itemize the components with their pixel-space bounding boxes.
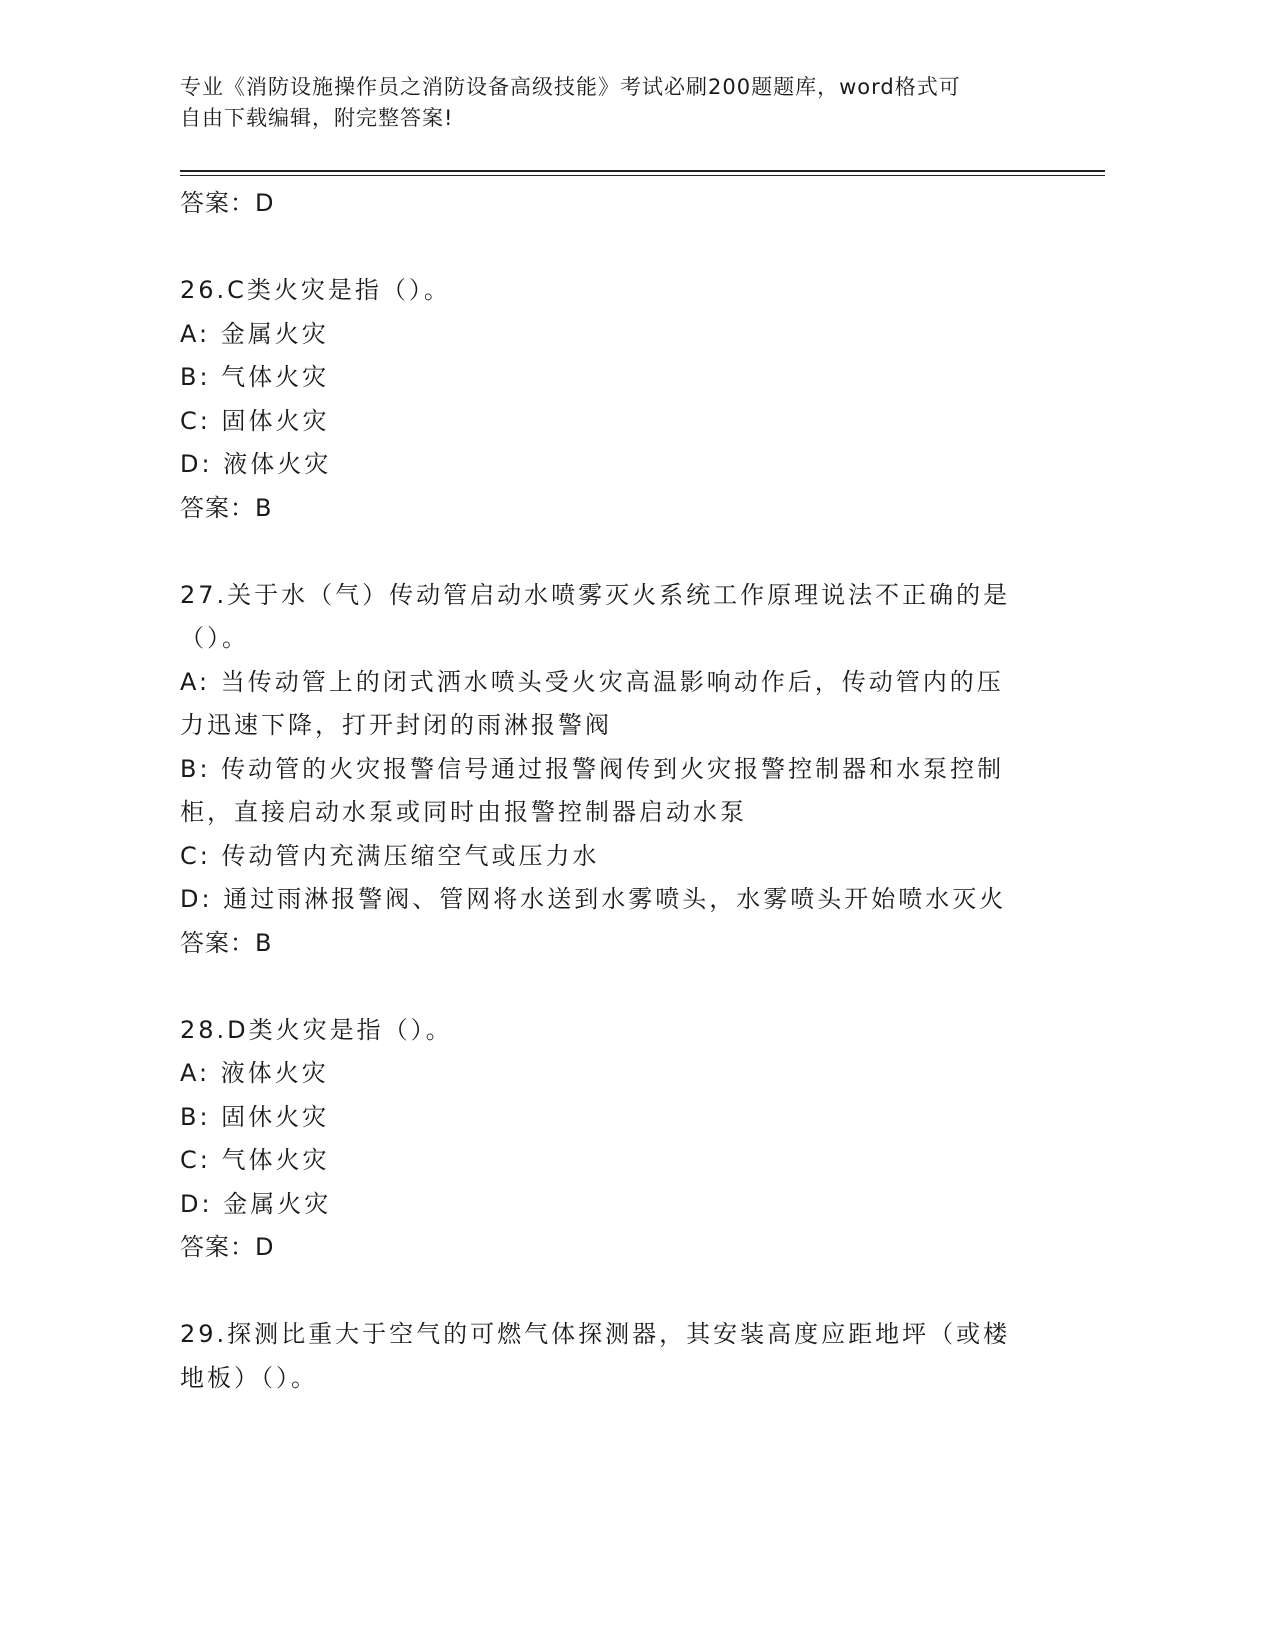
option-d: D: 液体火灾	[180, 450, 332, 478]
question-list	[180, 182, 1040, 1400]
option-a-cont: 力迅速下降，打开封闭的雨淋报警阀	[180, 711, 612, 739]
answer: 答案：B	[180, 928, 273, 957]
spacer	[180, 965, 1040, 1009]
answer-previous: 答案：D	[180, 189, 275, 217]
question-stem: 28.D类火灾是指（）。	[180, 1015, 453, 1044]
option-a: A: 液体火灾	[180, 1059, 329, 1087]
answer: 答案：D	[180, 1233, 275, 1261]
question-stem: 27.关于水（气）传动管启动水喷雾灭火系统工作原理说法不正确的是	[180, 580, 1011, 609]
option-c: C: 气体火灾	[180, 1146, 330, 1174]
question-stem: 26.C类火灾是指（）。	[180, 276, 451, 304]
option-d: D: 通过雨淋报警阀、管网将水送到水雾喷头，水雾喷头开始喷水灭火	[180, 885, 1007, 913]
question-stem-cont: （）。	[180, 624, 249, 652]
question-stem: 29.探测比重大于空气的可燃气体探测器，其安装高度应距地坪（或楼	[180, 1320, 1011, 1348]
document-header	[180, 72, 1040, 134]
question-26	[180, 269, 1040, 530]
option-b: B: 固休火灾	[180, 1102, 330, 1131]
option-b-cont: 柜，直接启动水泵或同时由报警控制器启动水泵	[180, 798, 747, 826]
option-c: C: 传动管内充满压缩空气或压力水	[180, 841, 600, 870]
option-a: A: 金属火灾	[180, 319, 329, 348]
option-c: C: 固体火灾	[180, 406, 330, 435]
question-29	[180, 1313, 1040, 1400]
option-b: B: 传动管的火灾报警信号通过报警阀传到火灾报警控制器和水泵控制	[180, 754, 1005, 783]
spacer	[180, 226, 1040, 270]
header-line-1: 专业《消防设施操作员之消防设备高级技能》考试必刷200题题库，word格式可	[180, 75, 961, 99]
question-27	[180, 574, 1040, 966]
question-stem-cont: 地板）（）。	[180, 1363, 318, 1392]
option-d: D: 金属火灾	[180, 1189, 332, 1218]
answer: 答案：B	[180, 493, 273, 522]
spacer	[180, 530, 1040, 574]
option-a: A: 当传动管上的闭式洒水喷头受火灾高温影响动作后，传动管内的压	[180, 667, 1004, 696]
header-rule-thick	[180, 170, 1105, 172]
header-rule-thin	[180, 175, 1105, 176]
question-28	[180, 1009, 1040, 1270]
option-b: B: 气体火灾	[180, 363, 330, 391]
header-line-2: 自由下载编辑，附完整答案!	[180, 106, 454, 130]
spacer	[180, 1270, 1040, 1314]
